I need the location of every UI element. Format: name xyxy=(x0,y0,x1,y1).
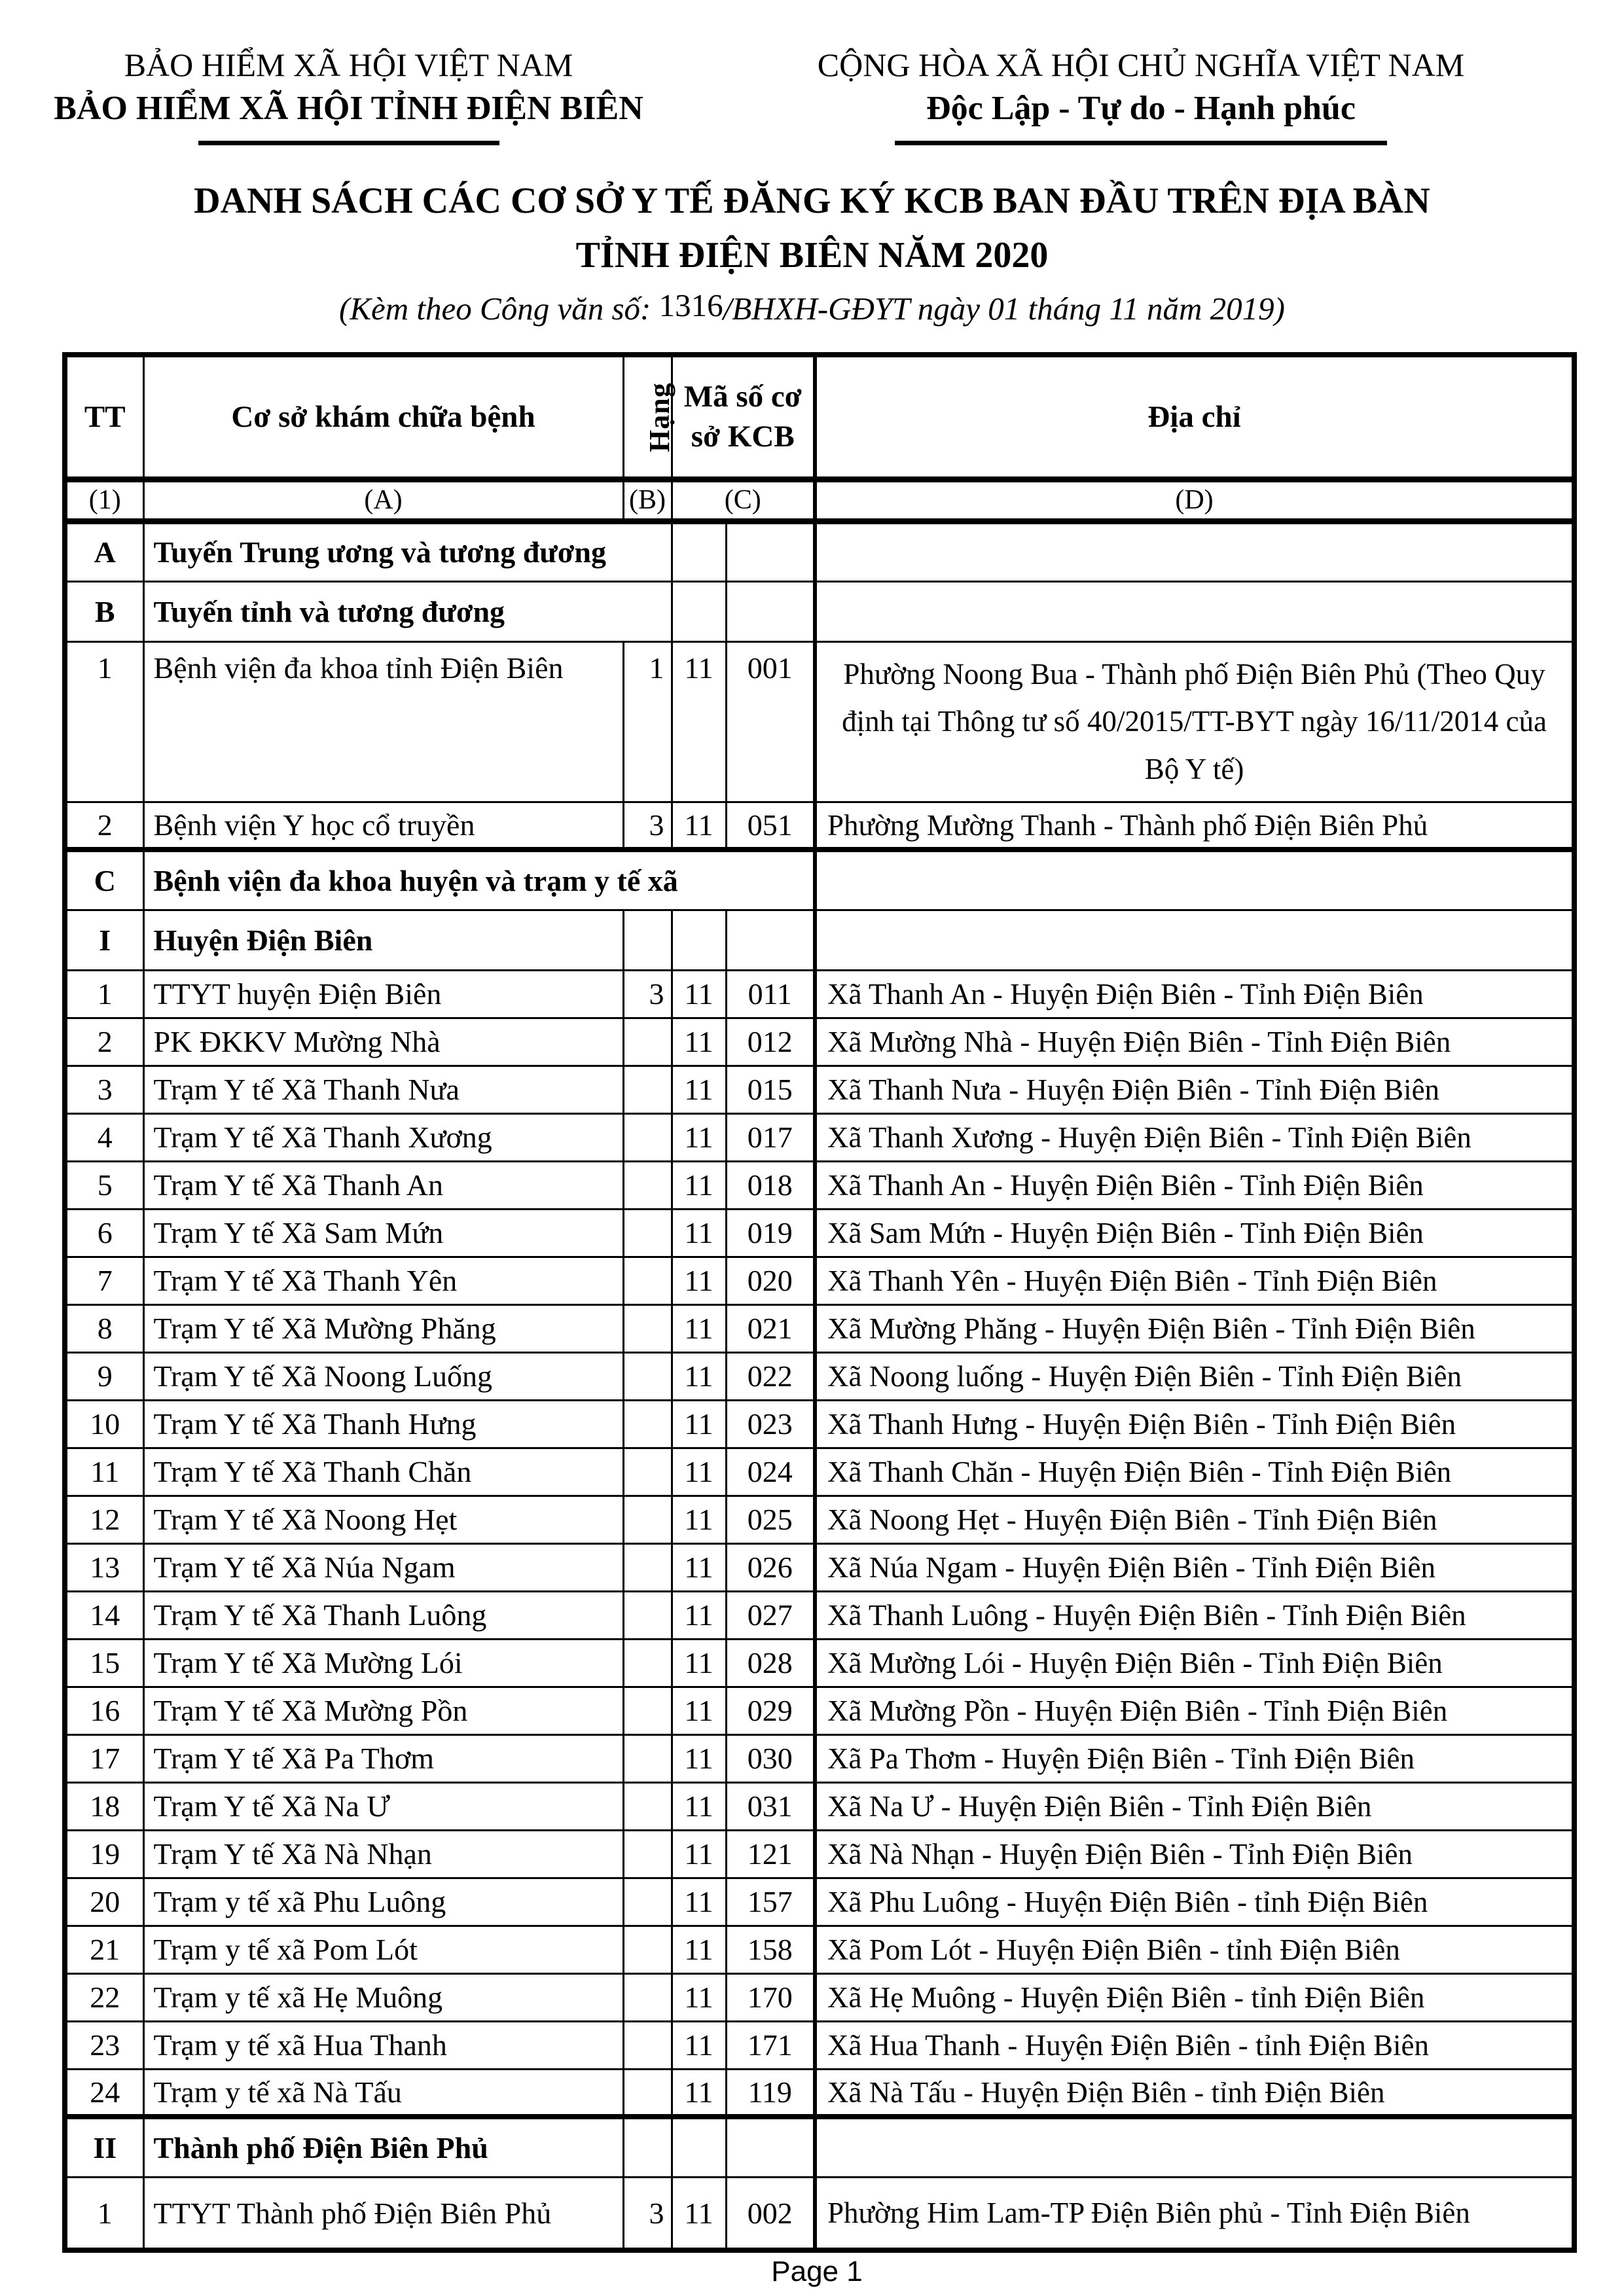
cell-facility-name: Trạm Y tế Xã Nà Nhạn xyxy=(143,1830,623,1878)
cell-code-prefix: 11 xyxy=(672,1161,726,1209)
cell-code-prefix: 11 xyxy=(672,970,726,1018)
document-subtitle xyxy=(0,287,1624,327)
cell-address: Xã Núa Ngam - Huyện Điện Biên - Tỉnh Điện Biên xyxy=(815,1543,1574,1591)
cell-code-prefix: 11 xyxy=(672,1973,726,2021)
facility-row xyxy=(65,1782,1574,1830)
facility-row xyxy=(65,802,1574,850)
subtitle-suffix: /BHXH-GĐYT ngày 01 tháng 11 năm 2019) xyxy=(723,291,1285,327)
cell-code: 015 xyxy=(726,1066,815,1113)
cell-address: Phường Mường Thanh - Thành phố Điện Biên Phủ xyxy=(815,802,1574,850)
table-header-row xyxy=(65,355,1574,479)
cell-rank xyxy=(623,1687,672,1734)
cell-code: 024 xyxy=(726,1448,815,1496)
cell-code: 017 xyxy=(726,1113,815,1161)
cell-facility-name: Trạm Y tế Xã Thanh Luông xyxy=(143,1591,623,1639)
facility-row xyxy=(65,1687,1574,1734)
org-name: BẢO HIỂM XÃ HỘI VIỆT NAM xyxy=(124,46,573,83)
letterhead-left xyxy=(0,43,697,145)
cell-rank xyxy=(623,1066,672,1113)
cell-address xyxy=(815,910,1574,970)
cell-facility-name: Trạm Y tế Xã Thanh Hưng xyxy=(143,1400,623,1448)
facility-row xyxy=(65,641,1574,802)
cell-section-name: Thành phố Điện Biên Phủ xyxy=(143,2117,623,2177)
letterhead-left-rule xyxy=(198,141,499,145)
facility-row xyxy=(65,1400,1574,1448)
facility-row xyxy=(65,1830,1574,1878)
facility-row xyxy=(65,1066,1574,1113)
cell-facility-name: Trạm Y tế Xã Thanh Nưa xyxy=(143,1066,623,1113)
cell-code-prefix xyxy=(672,910,726,970)
cell-rank xyxy=(623,1209,672,1257)
cell-facility-name: Trạm Y tế Xã Pa Thơm xyxy=(143,1734,623,1782)
cell-address: Xã Hua Thanh - Huyện Điện Biên - tỉnh Điện Biên xyxy=(815,2021,1574,2069)
cell-code xyxy=(726,521,815,581)
cell-tt: 1 xyxy=(65,970,143,1018)
cell-code: 020 xyxy=(726,1257,815,1304)
facility-row xyxy=(65,1448,1574,1496)
cell-code: 031 xyxy=(726,1782,815,1830)
cell-address: Xã Thanh Chăn - Huyện Điện Biên - Tỉnh Điện Biên xyxy=(815,1448,1574,1496)
cell-tt: 17 xyxy=(65,1734,143,1782)
cell-tt: 1 xyxy=(65,2177,143,2250)
cell-tt: 10 xyxy=(65,1400,143,1448)
cell-rank xyxy=(623,1257,672,1304)
cell-tt: 20 xyxy=(65,1878,143,1926)
cell-address: Xã Mường Lói - Huyện Điện Biên - Tỉnh Điện Biên xyxy=(815,1639,1574,1687)
cell-address xyxy=(815,521,1574,581)
cell-rank xyxy=(623,1926,672,1973)
cell-tt: 1 xyxy=(65,641,143,802)
cell-address: Xã Noong Hẹt - Huyện Điện Biên - Tỉnh Điện Biên xyxy=(815,1496,1574,1543)
cell-facility-name: Bệnh viện đa khoa tỉnh Điện Biên xyxy=(143,641,623,802)
cell-code: 158 xyxy=(726,1926,815,1973)
cell-code: 027 xyxy=(726,1591,815,1639)
cell-code-prefix: 11 xyxy=(672,1066,726,1113)
facility-row xyxy=(65,1018,1574,1066)
cell-code-prefix: 11 xyxy=(672,1926,726,1973)
letterhead-right-rule xyxy=(895,141,1387,145)
cell-facility-name: PK ĐKKV Mường Nhà xyxy=(143,1018,623,1066)
cell-facility-name: Trạm Y tế Xã Thanh Xương xyxy=(143,1113,623,1161)
cell-code: 001 xyxy=(726,641,815,802)
cell-code: 018 xyxy=(726,1161,815,1209)
cell-facility-name: TTYT huyện Điện Biên xyxy=(143,970,623,1018)
col-header-address: Địa chỉ xyxy=(815,355,1574,479)
facility-row xyxy=(65,2069,1574,2117)
facility-row xyxy=(65,1591,1574,1639)
cell-rank xyxy=(623,1639,672,1687)
cell-rank xyxy=(623,1782,672,1830)
section-row xyxy=(65,581,1574,641)
cell-code-prefix: 11 xyxy=(672,1878,726,1926)
cell-tt: B xyxy=(65,581,143,641)
cell-rank xyxy=(623,1830,672,1878)
cell-address: Xã Nà Tấu - Huyện Điện Biên - tỉnh Điện Biên xyxy=(815,2069,1574,2117)
cell-address: Xã Thanh Xương - Huyện Điện Biên - Tỉnh Điện Biên xyxy=(815,1113,1574,1161)
cell-tt: 11 xyxy=(65,1448,143,1496)
org-branch-name: BẢO HIỂM XÃ HỘI TỈNH ĐIỆN BIÊN xyxy=(54,90,643,127)
cell-tt: 19 xyxy=(65,1830,143,1878)
cell-address: Phường Noong Bua - Thành phố Điện Biên Phủ (Theo Quy định tại Thông tư số 40/2015/TT-BYT ngày 16/11/2014 của Bộ Y tế) xyxy=(815,641,1574,802)
cell-code: 023 xyxy=(726,1400,815,1448)
section-row xyxy=(65,521,1574,581)
cell-facility-name: TTYT Thành phố Điện Biên Phủ xyxy=(143,2177,623,2250)
letterhead xyxy=(0,0,1624,145)
facility-row xyxy=(65,1257,1574,1304)
cell-code-prefix: 11 xyxy=(672,1209,726,1257)
cell-facility-name: Trạm Y tế Xã Mường Phăng xyxy=(143,1304,623,1352)
cell-tt: 23 xyxy=(65,2021,143,2069)
cell-address: Xã Na Ư - Huyện Điện Biên - Tỉnh Điện Biên xyxy=(815,1782,1574,1830)
cell-address: Xã Hẹ Muông - Huyện Điện Biên - tỉnh Điện Biên xyxy=(815,1973,1574,2021)
cell-tt: 13 xyxy=(65,1543,143,1591)
cell-facility-name: Trạm y tế xã Hua Thanh xyxy=(143,2021,623,2069)
cell-code-prefix xyxy=(672,581,726,641)
dispatch-number: 1316 xyxy=(659,287,723,324)
cell-tt: 12 xyxy=(65,1496,143,1543)
document-title-line2: TỈNH ĐIỆN BIÊN NĂM 2020 xyxy=(575,234,1049,276)
cell-rank: 1 xyxy=(623,641,672,802)
cell-rank xyxy=(623,1543,672,1591)
cell-tt: A xyxy=(65,521,143,581)
cell-address: Xã Pa Thơm - Huyện Điện Biên - Tỉnh Điện Biên xyxy=(815,1734,1574,1782)
facility-row xyxy=(65,1639,1574,1687)
cell-facility-name: Trạm y tế xã Pom Lót xyxy=(143,1926,623,1973)
cell-code-prefix: 11 xyxy=(672,1018,726,1066)
subheader-a: (A) xyxy=(143,479,623,521)
cell-address: Xã Noong luống - Huyện Điện Biên - Tỉnh Điện Biên xyxy=(815,1352,1574,1400)
cell-rank xyxy=(623,2021,672,2069)
col-header-tt: TT xyxy=(65,355,143,479)
facility-row xyxy=(65,1209,1574,1257)
col-header-code-line2: sở KCB xyxy=(691,420,795,454)
facility-row xyxy=(65,1161,1574,1209)
subtitle-prefix: (Kèm theo Công văn số: xyxy=(339,291,659,327)
cell-code-prefix: 11 xyxy=(672,1543,726,1591)
cell-rank: 3 xyxy=(623,802,672,850)
cell-code-prefix: 11 xyxy=(672,1782,726,1830)
col-header-facility: Cơ sở khám chữa bệnh xyxy=(143,355,623,479)
cell-rank xyxy=(623,1304,672,1352)
cell-code-prefix: 11 xyxy=(672,2021,726,2069)
cell-address xyxy=(815,581,1574,641)
cell-address: Xã Mường Nhà - Huyện Điện Biên - Tỉnh Điện Biên xyxy=(815,1018,1574,1066)
cell-tt: II xyxy=(65,2117,143,2177)
cell-code-prefix: 11 xyxy=(672,1113,726,1161)
cell-code-prefix: 11 xyxy=(672,1400,726,1448)
cell-facility-name: Trạm Y tế Xã Thanh Yên xyxy=(143,1257,623,1304)
cell-rank: 3 xyxy=(623,970,672,1018)
col-header-rank xyxy=(623,355,676,479)
cell-rank xyxy=(623,2117,672,2177)
cell-code: 025 xyxy=(726,1496,815,1543)
rank-rotated-label: Hạng xyxy=(643,382,676,452)
cell-tt: 2 xyxy=(65,802,143,850)
cell-address: Xã Mường Pồn - Huyện Điện Biên - Tỉnh Điện Biên xyxy=(815,1687,1574,1734)
cell-facility-name: Bệnh viện Y học cổ truyền xyxy=(143,802,623,850)
facility-row xyxy=(65,1543,1574,1591)
cell-code-prefix: 11 xyxy=(672,1734,726,1782)
facility-row xyxy=(65,1878,1574,1926)
cell-address xyxy=(815,2117,1574,2177)
cell-facility-name: Trạm Y tế Xã Noong Luống xyxy=(143,1352,623,1400)
cell-rank xyxy=(623,1352,672,1400)
cell-facility-name: Trạm y tế xã Nà Tấu xyxy=(143,2069,623,2117)
facility-row xyxy=(65,1926,1574,1973)
facility-row xyxy=(65,970,1574,1018)
cell-code-prefix: 11 xyxy=(672,1448,726,1496)
cell-rank xyxy=(623,1591,672,1639)
cell-address: Xã Thanh An - Huyện Điện Biên - Tỉnh Điện Biên xyxy=(815,1161,1574,1209)
cell-facility-name: Trạm Y tế Xã Mường Lói xyxy=(143,1639,623,1687)
cell-address: Xã Nà Nhạn - Huyện Điện Biên - Tỉnh Điện Biên xyxy=(815,1830,1574,1878)
facility-table xyxy=(62,352,1577,2253)
cell-code: 028 xyxy=(726,1639,815,1687)
col-header-code xyxy=(672,355,815,479)
cell-code: 051 xyxy=(726,802,815,850)
subheader-1: (1) xyxy=(65,479,143,521)
cell-code xyxy=(726,581,815,641)
cell-tt: C xyxy=(65,850,143,910)
cell-code: 170 xyxy=(726,1973,815,2021)
cell-code-prefix: 11 xyxy=(672,1352,726,1400)
cell-rank xyxy=(623,1113,672,1161)
facility-row xyxy=(65,1352,1574,1400)
facility-row xyxy=(65,2021,1574,2069)
section-row xyxy=(65,910,1574,970)
facility-row xyxy=(65,1113,1574,1161)
cell-tt: 3 xyxy=(65,1066,143,1113)
cell-facility-name: Trạm Y tế Xã Thanh An xyxy=(143,1161,623,1209)
subheader-c: (C) xyxy=(672,479,815,521)
cell-address: Xã Sam Mứn - Huyện Điện Biên - Tỉnh Điện Biên xyxy=(815,1209,1574,1257)
cell-rank xyxy=(623,1018,672,1066)
cell-rank xyxy=(623,2069,672,2117)
cell-section-name: Bệnh viện đa khoa huyện và trạm y tế xã xyxy=(143,850,815,910)
cell-address: Phường Him Lam-TP Điện Biên phủ - Tỉnh Điện Biên xyxy=(815,2177,1574,2250)
cell-code-prefix: 11 xyxy=(672,2177,726,2250)
cell-address: Xã Mường Phăng - Huyện Điện Biên - Tỉnh Điện Biên xyxy=(815,1304,1574,1352)
page-number: Page 1 xyxy=(771,2255,863,2288)
facility-row xyxy=(65,1304,1574,1352)
cell-code: 021 xyxy=(726,1304,815,1352)
cell-tt: 5 xyxy=(65,1161,143,1209)
cell-code: 157 xyxy=(726,1878,815,1926)
cell-section-name: Tuyến tỉnh và tương đương xyxy=(143,581,672,641)
cell-code-prefix: 11 xyxy=(672,641,726,802)
cell-code: 171 xyxy=(726,2021,815,2069)
subheader-b: (B) xyxy=(623,479,672,521)
cell-tt: 14 xyxy=(65,1591,143,1639)
cell-code-prefix: 11 xyxy=(672,1257,726,1304)
cell-code-prefix: 11 xyxy=(672,802,726,850)
national-motto-line2: Độc Lập - Tự do - Hạnh phúc xyxy=(926,90,1356,127)
cell-code: 011 xyxy=(726,970,815,1018)
facility-row xyxy=(65,1734,1574,1782)
cell-code: 121 xyxy=(726,1830,815,1878)
cell-facility-name: Trạm y tế xã Phu Luông xyxy=(143,1878,623,1926)
cell-tt: I xyxy=(65,910,143,970)
cell-tt: 6 xyxy=(65,1209,143,1257)
cell-tt: 21 xyxy=(65,1926,143,1973)
cell-code-prefix xyxy=(672,2117,726,2177)
cell-code-prefix: 11 xyxy=(672,1639,726,1687)
cell-code-prefix xyxy=(672,521,726,581)
cell-tt: 18 xyxy=(65,1782,143,1830)
document-title xyxy=(0,174,1624,283)
cell-code-prefix: 11 xyxy=(672,1830,726,1878)
cell-code: 002 xyxy=(726,2177,815,2250)
cell-code-prefix: 11 xyxy=(672,1304,726,1352)
cell-code: 022 xyxy=(726,1352,815,1400)
cell-code-prefix: 11 xyxy=(672,2069,726,2117)
cell-section-name: Tuyến Trung ương và tương đương xyxy=(143,521,672,581)
cell-facility-name: Trạm Y tế Xã Na Ư xyxy=(143,1782,623,1830)
cell-facility-name: Trạm y tế xã Hẹ Muông xyxy=(143,1973,623,2021)
cell-code-prefix: 11 xyxy=(672,1687,726,1734)
facility-row xyxy=(65,2177,1574,2250)
cell-code: 019 xyxy=(726,1209,815,1257)
cell-code-prefix: 11 xyxy=(672,1496,726,1543)
table-subheader-row xyxy=(65,479,1574,521)
cell-address: Xã Thanh Hưng - Huyện Điện Biên - Tỉnh Điện Biên xyxy=(815,1400,1574,1448)
cell-code xyxy=(726,910,815,970)
cell-facility-name: Trạm Y tế Xã Mường Pồn xyxy=(143,1687,623,1734)
section-row xyxy=(65,850,1574,910)
cell-facility-name: Trạm Y tế Xã Thanh Chăn xyxy=(143,1448,623,1496)
cell-rank xyxy=(623,1973,672,2021)
cell-tt: 15 xyxy=(65,1639,143,1687)
cell-address: Xã Thanh Yên - Huyện Điện Biên - Tỉnh Điện Biên xyxy=(815,1257,1574,1304)
facility-row xyxy=(65,1496,1574,1543)
cell-tt: 16 xyxy=(65,1687,143,1734)
national-motto-line1: CỘNG HÒA XÃ HỘI CHỦ NGHĨA VIỆT NAM xyxy=(817,46,1465,83)
cell-facility-name: Trạm Y tế Xã Sam Mứn xyxy=(143,1209,623,1257)
cell-facility-name: Trạm Y tế Xã Núa Ngam xyxy=(143,1543,623,1591)
cell-rank xyxy=(623,1496,672,1543)
cell-address: Xã Thanh An - Huyện Điện Biên - Tỉnh Điện Biên xyxy=(815,970,1574,1018)
cell-address: Xã Thanh Nưa - Huyện Điện Biên - Tỉnh Điện Biên xyxy=(815,1066,1574,1113)
section-row xyxy=(65,2117,1574,2177)
cell-rank: 3 xyxy=(623,2177,672,2250)
cell-rank xyxy=(623,1448,672,1496)
cell-code: 119 xyxy=(726,2069,815,2117)
cell-code: 026 xyxy=(726,1543,815,1591)
cell-rank xyxy=(623,1400,672,1448)
cell-tt: 4 xyxy=(65,1113,143,1161)
cell-rank xyxy=(623,1878,672,1926)
cell-code xyxy=(726,2117,815,2177)
cell-code: 030 xyxy=(726,1734,815,1782)
subheader-d: (D) xyxy=(815,479,1574,521)
cell-address: Xã Pom Lót - Huyện Điện Biên - tỉnh Điện Biên xyxy=(815,1926,1574,1973)
cell-code: 029 xyxy=(726,1687,815,1734)
cell-facility-name: Trạm Y tế Xã Noong Hẹt xyxy=(143,1496,623,1543)
cell-rank xyxy=(623,1161,672,1209)
col-header-code-line1: Mã số cơ xyxy=(683,380,802,414)
cell-address: Xã Thanh Luông - Huyện Điện Biên - Tỉnh Điện Biên xyxy=(815,1591,1574,1639)
cell-tt: 2 xyxy=(65,1018,143,1066)
cell-tt: 22 xyxy=(65,1973,143,2021)
cell-tt: 9 xyxy=(65,1352,143,1400)
document-title-line1: DANH SÁCH CÁC CƠ SỞ Y TẾ ĐĂNG KÝ KCB BAN ĐẦU TRÊN ĐỊA BÀN xyxy=(194,180,1430,221)
cell-tt: 7 xyxy=(65,1257,143,1304)
cell-rank xyxy=(623,910,672,970)
cell-code-prefix: 11 xyxy=(672,1591,726,1639)
cell-address: Xã Phu Luông - Huyện Điện Biên - tỉnh Điện Biên xyxy=(815,1878,1574,1926)
cell-tt: 24 xyxy=(65,2069,143,2117)
cell-section-name: Huyện Điện Biên xyxy=(143,910,623,970)
facility-row xyxy=(65,1973,1574,2021)
cell-code: 012 xyxy=(726,1018,815,1066)
cell-tt: 8 xyxy=(65,1304,143,1352)
cell-rank xyxy=(623,1734,672,1782)
table-body xyxy=(65,521,1574,2250)
cell-address xyxy=(815,850,1574,910)
letterhead-right xyxy=(697,43,1624,145)
